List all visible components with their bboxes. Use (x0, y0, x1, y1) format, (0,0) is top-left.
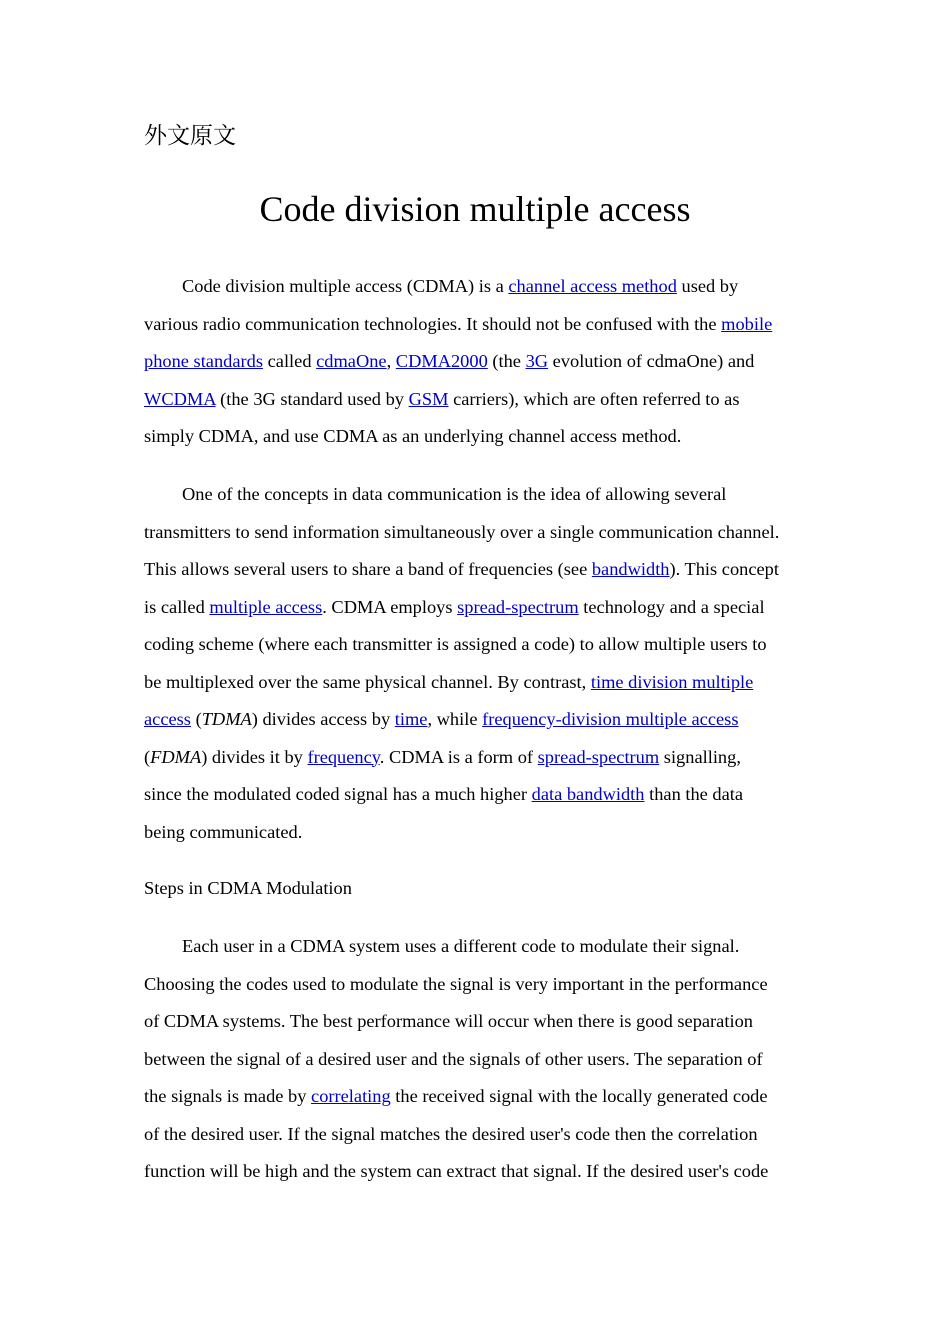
link-gsm[interactable]: GSM (408, 388, 449, 409)
link-frequency-division-multiple-access[interactable]: frequency-division multiple access (482, 709, 739, 729)
text-run: , (386, 351, 396, 371)
text-run: This allows several users to share a band of frequencies (see (144, 559, 592, 579)
link-3g[interactable]: 3G (525, 351, 549, 371)
link-cdmaone[interactable]: cdmaOne (316, 351, 387, 371)
text-line: of CDMA systems. The best performance will occur when there is good separation (144, 1011, 753, 1031)
text-line (144, 701, 810, 739)
text-run: be multiplexed over the same physical channel. By contrast, (144, 671, 591, 692)
text-run: technology and a special (578, 596, 765, 617)
link-time-division-multiple-access[interactable]: time division multiple (590, 671, 754, 692)
subheading: Steps in CDMA Modulation (144, 878, 352, 898)
link-frequency[interactable]: frequency (307, 746, 380, 767)
text-line: between the signal of a desired user and the signals of other users. The separation of (144, 1048, 763, 1069)
text-run: , while (427, 709, 483, 729)
text-run: ) divides access by (251, 709, 395, 729)
text-run: . CDMA employs (322, 596, 458, 617)
link-mobile-phone-standards[interactable]: mobile (721, 313, 773, 334)
text-run: . CDMA is a form of (379, 746, 538, 767)
text-line (144, 343, 810, 381)
text-line (144, 551, 810, 589)
text-line (144, 381, 810, 419)
text-line (144, 739, 810, 777)
text-run-italic: FDMA (150, 746, 202, 767)
link-spread-spectrum-2[interactable]: spread-spectrum (537, 746, 660, 767)
text-line (144, 589, 810, 627)
text-run: used by (676, 276, 739, 296)
link-correlating[interactable]: correlating (311, 1086, 391, 1106)
text-run: than the data (644, 784, 744, 804)
text-run: various radio communication technologies. It should not be confused with the (144, 313, 722, 334)
text-line (144, 1078, 810, 1116)
text-run: ( (144, 746, 151, 767)
link-wcdma[interactable]: WCDMA (144, 388, 216, 409)
section-label: 外文原文 (144, 123, 236, 149)
text-line: of the desired user. If the signal matches the desired user's code then the correlation (144, 1123, 758, 1144)
text-line: coding scheme (where each transmitter is assigned a code) to allow multiple users to (144, 634, 767, 654)
text-run: the signals is made by (144, 1086, 312, 1106)
text-run: ) divides it by (201, 746, 308, 767)
link-time-division-multiple-access-cont[interactable]: access (144, 709, 191, 729)
text-line (144, 306, 810, 344)
link-multiple-access[interactable]: multiple access (209, 596, 323, 617)
text-run: signalling, (659, 746, 741, 767)
paragraph-concepts (144, 476, 810, 851)
text-run: since the modulated coded signal has a much higher (144, 784, 532, 804)
text-run: (the (487, 351, 526, 371)
text-line (144, 268, 810, 306)
text-run: ( (190, 709, 202, 729)
text-line (144, 664, 810, 702)
text-run: called (263, 351, 317, 371)
link-mobile-phone-standards-cont[interactable]: phone standards (144, 351, 264, 371)
text-run: (the 3G standard used by (215, 388, 409, 409)
link-time[interactable]: time (394, 709, 428, 729)
paragraph-modulation (144, 928, 810, 1191)
text-run: is called (144, 596, 210, 617)
paragraph-intro (144, 268, 810, 456)
text-run: ). This concept (669, 559, 779, 579)
text-line: transmitters to send information simultaneously over a single communication channel. (144, 521, 780, 542)
text-line: Choosing the codes used to modulate the signal is very important in the performance (144, 973, 768, 994)
text-run: Code division multiple access (CDMA) is a (182, 276, 509, 296)
link-channel-access-method[interactable]: channel access method (508, 276, 677, 296)
link-spread-spectrum[interactable]: spread-spectrum (457, 596, 579, 617)
text-run: the received signal with the locally generated code (390, 1086, 768, 1106)
link-bandwidth[interactable]: bandwidth (591, 559, 670, 579)
text-line: One of the concepts in data communication is the idea of allowing several (182, 484, 727, 504)
link-cdma2000[interactable]: CDMA2000 (395, 351, 488, 371)
link-data-bandwidth[interactable]: data bandwidth (531, 784, 645, 804)
text-line (144, 776, 810, 814)
text-line: simply CDMA, and use CDMA as an underlying channel access method. (144, 426, 682, 446)
text-line: function will be high and the system can extract that signal. If the desired user's code (144, 1161, 769, 1181)
text-run-italic: TDMA (201, 709, 252, 729)
document-title: Code division multiple access (259, 189, 691, 229)
text-run: evolution of cdmaOne) and (548, 351, 755, 371)
text-line: being communicated. (144, 821, 303, 842)
text-run: carriers), which are often referred to as (448, 388, 740, 409)
text-line: Each user in a CDMA system uses a different code to modulate their signal. (182, 936, 740, 956)
